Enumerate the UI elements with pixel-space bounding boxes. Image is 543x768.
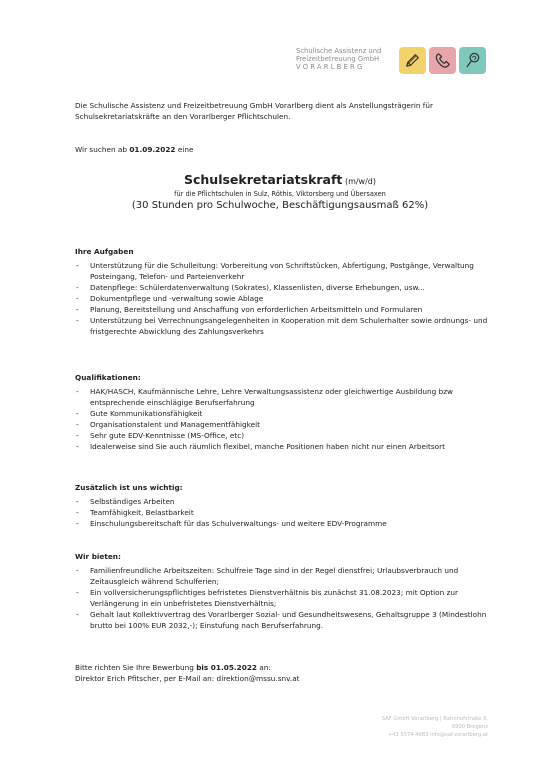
section-heading: Qualifikationen: bbox=[75, 373, 141, 382]
footer-line-2: +43 5574 4983 info@saf-vorarlberg.at bbox=[387, 732, 488, 738]
deadline-prefix: Bitte richten Sie Ihre Bewerbung bbox=[75, 663, 197, 672]
job-subtitle: für die Pflichtschulen in Sulz, Röthis, Viktorsberg und Übersaxen bbox=[174, 190, 386, 198]
list-item: - Einschulungsbereitschaft für das Schulverwaltungs- und weitere EDV-Programme bbox=[75, 518, 500, 529]
lollipop-icon bbox=[459, 47, 486, 74]
start-date-prefix: Wir suchen ab bbox=[75, 145, 130, 154]
phone-icon bbox=[429, 47, 456, 74]
logo-line-1: Schulische Assistenz und bbox=[296, 47, 382, 55]
application-deadline bbox=[75, 662, 495, 673]
intro-paragraph: Die Schulische Assistenz und Freizeitbetreuung GmbH Vorarlberg dient als Anstellungsträgerin für Schulsekretariatskräfte an den Vorarlberger Pflichtschulen. bbox=[75, 101, 433, 121]
list-item: - Ein vollversicherungspflichtiges befristetes Dienstverhältnis bis zunächst 31.08.2023; mit Option zur Verlängerung in ein unbefristetes Dienstverhältnis; bbox=[75, 587, 500, 609]
deadline-suffix: an: bbox=[256, 663, 271, 672]
company-logo-text bbox=[296, 47, 396, 71]
section-offer bbox=[75, 551, 500, 631]
footer-line-1: SAF GmbH Vorarlberg | Bahnhofstraße 9, 6900 Bregenz bbox=[381, 716, 488, 730]
job-title-gender: (m/w/d) bbox=[342, 177, 376, 186]
logo-line-3: VORARLBERG bbox=[296, 63, 365, 71]
start-date: 01.09.2022 bbox=[129, 145, 176, 154]
section-qualifications bbox=[75, 372, 500, 452]
list-item: - Teamfähigkeit, Belastbarkeit bbox=[75, 507, 500, 518]
start-date-line bbox=[75, 144, 495, 155]
list-item: - HAK/HASCH, Kaufmännische Lehre, Lehre Verwaltungsassistenz oder gleichwertige Ausbildung bzw entsprechende einschlägige Berufserfahrung bbox=[75, 386, 500, 408]
job-title-block bbox=[60, 172, 500, 213]
logo-line-2: Freizeitbetreuung GmbH bbox=[296, 55, 380, 63]
job-title-text: Schulsekretariatskraft bbox=[184, 172, 343, 187]
section-heading: Ihre Aufgaben bbox=[75, 247, 134, 256]
section-heading: Wir bieten: bbox=[75, 552, 121, 561]
list-item: - Familienfreundliche Arbeitszeiten: Schulfreie Tage sind in der Regel dienstfrei; Urlaubsverbrauch und Zeitausgleich während Schulferien; bbox=[75, 565, 500, 587]
section-heading: Zusätzlich ist uns wichtig: bbox=[75, 483, 183, 492]
list-item: - Gehalt laut Kollektivvertrag des Vorarlberger Sozial- und Gesundheitswesens, Gehaltsgruppe 3 (Mindestlohn brutto bei 100% EUR 2032,-); Einstufung nach Berufserfahrung. bbox=[75, 609, 500, 631]
application-closing bbox=[75, 662, 495, 684]
start-date-suffix: eine bbox=[175, 145, 194, 154]
section-tasks bbox=[75, 246, 500, 337]
job-title bbox=[60, 172, 500, 190]
list-item: - Unterstützung bei Verrechnungsangelegenheiten in Kooperation mit dem Schulerhalter sowie ordnungs- und fristgerechte Abwicklung des Zahlungsverkehrs bbox=[75, 315, 500, 337]
list-item: - Idealerweise sind Sie auch räumlich flexibel, manche Positionen haben nicht nur einen Arbeitsort bbox=[75, 441, 500, 452]
list-item: - Planung, Bereitstellung und Anschaffung von erforderlichen Arbeitsmitteln und Formularen bbox=[75, 304, 500, 315]
contact-line: Direktor Erich Pfitscher, per E-Mail an: direktion@mssu.snv.at bbox=[75, 674, 300, 683]
pencil-icon bbox=[399, 47, 426, 74]
page-footer bbox=[378, 715, 488, 739]
list-item: - Datenpflege: Schülerdatenverwaltung (Sokrates), Klassenlisten, diverse Erhebungen, usw... bbox=[75, 282, 500, 293]
deadline-date: bis 01.05.2022 bbox=[196, 663, 257, 672]
list-item: - Dokumentpflege und -verwaltung sowie Ablage bbox=[75, 293, 500, 304]
list-item: - Unterstützung für die Schulleitung: Vorbereitung von Schriftstücken, Abfertigung, Postgänge, Verwaltung Posteingang, Telefon- und Parteienverkehr bbox=[75, 260, 500, 282]
list-item: - Selbständiges Arbeiten bbox=[75, 496, 500, 507]
list-item: - Sehr gute EDV-Kenntnisse (MS-Office, etc) bbox=[75, 430, 500, 441]
section-additional bbox=[75, 482, 500, 529]
job-hours: (30 Stunden pro Schulwoche, Beschäftigungsausmaß 62%) bbox=[131, 200, 429, 211]
logo-icons bbox=[399, 47, 486, 74]
list-item: - Organisationstalent und Managementfähigkeit bbox=[75, 419, 500, 430]
list-item: - Gute Kommunikationsfähigkeit bbox=[75, 408, 500, 419]
